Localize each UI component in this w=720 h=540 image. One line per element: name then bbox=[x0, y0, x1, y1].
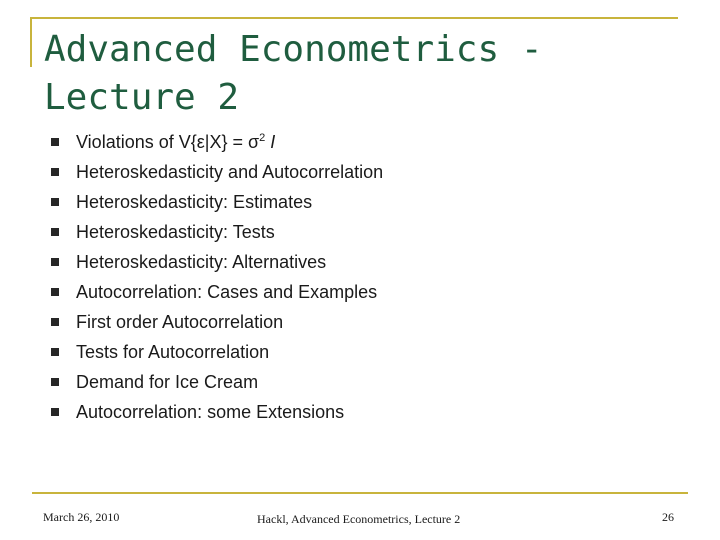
square-bullet-icon bbox=[51, 348, 59, 356]
footer-title: Hackl, Advanced Econometrics, Lecture 2 bbox=[257, 512, 461, 526]
square-bullet-icon bbox=[51, 168, 59, 176]
square-bullet-icon bbox=[51, 258, 59, 266]
frame-top-rule bbox=[30, 17, 678, 19]
bullet-superscript: 2 bbox=[259, 132, 266, 144]
page-number: 26 bbox=[662, 510, 674, 524]
bullet-text: Demand for Ice Cream bbox=[76, 372, 259, 392]
footer-date: March 26, 2010 bbox=[43, 510, 120, 524]
bullet-text: First order Autocorrelation bbox=[76, 312, 284, 332]
bullet-italic: I bbox=[270, 132, 276, 152]
bullet-label: Violations of V{ε|X} = σ bbox=[76, 132, 260, 152]
square-bullet-icon bbox=[51, 378, 59, 386]
bullet-text: Heteroskedasticity and Autocorrelation bbox=[76, 162, 384, 182]
bullet-text: Tests for Autocorrelation bbox=[76, 342, 270, 362]
square-bullet-icon bbox=[51, 318, 59, 326]
bullet-text: Heteroskedasticity: Estimates bbox=[76, 192, 313, 212]
bullet-text: Heteroskedasticity: Tests bbox=[76, 222, 275, 242]
bullet-text: Autocorrelation: some Extensions bbox=[76, 402, 345, 422]
footer-rule bbox=[32, 492, 688, 494]
frame-left-rule bbox=[30, 17, 32, 67]
bullet-text: Heteroskedasticity: Alternatives bbox=[76, 252, 327, 272]
bullet-text: Autocorrelation: Cases and Examples bbox=[76, 282, 378, 302]
bullet-text bbox=[76, 127, 275, 157]
square-bullet-icon bbox=[51, 288, 59, 296]
square-bullet-icon bbox=[51, 408, 59, 416]
square-bullet-icon bbox=[51, 198, 59, 206]
square-bullet-icon bbox=[51, 138, 59, 146]
square-bullet-icon bbox=[51, 228, 59, 236]
slide-title: Advanced Econometrics - Lecture 2 bbox=[44, 26, 688, 122]
